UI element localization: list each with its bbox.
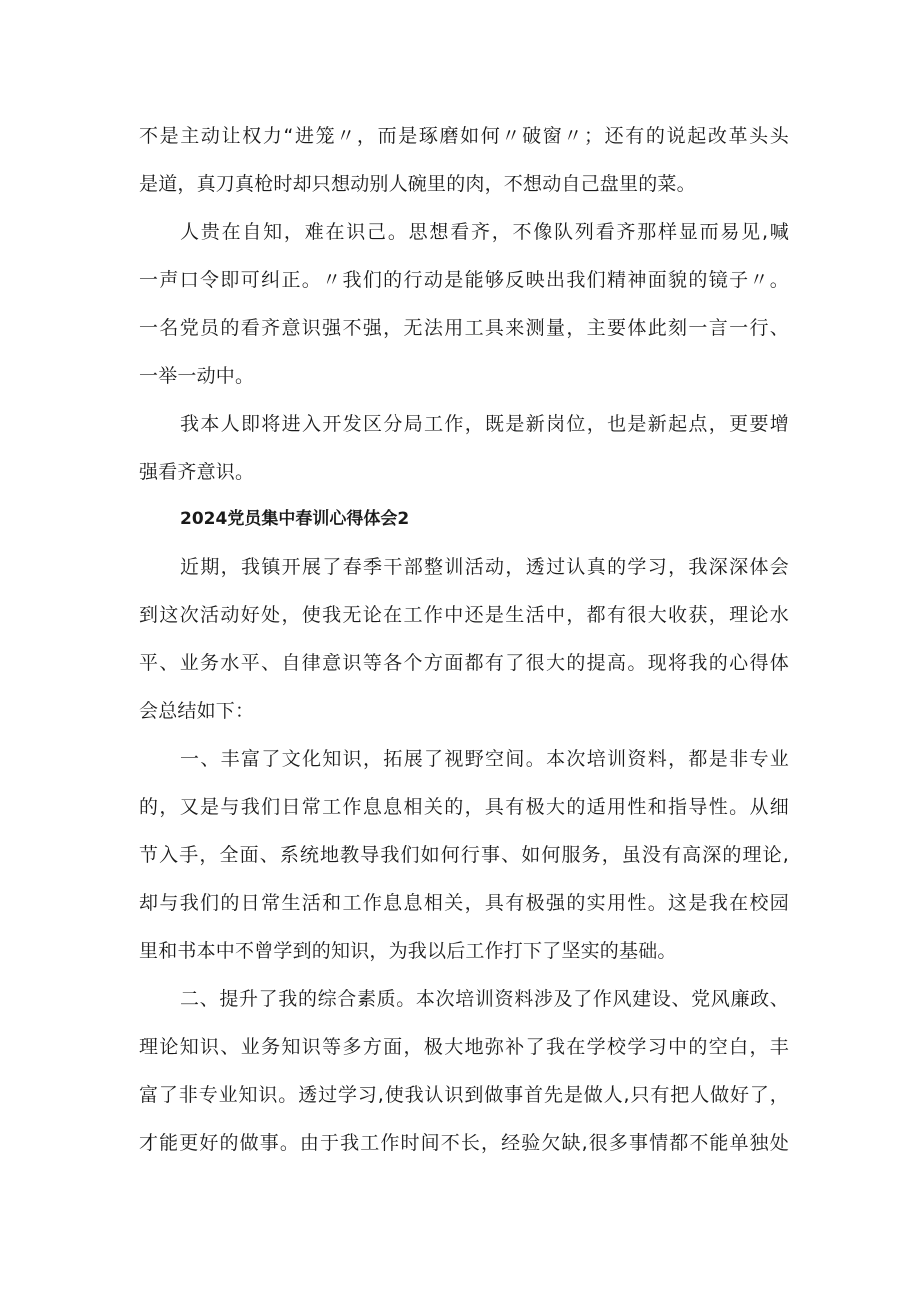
paragraph-line: 二、提升了我的综合素质。本次培训资料涉及了作风建设、党风廉政、	[180, 988, 789, 1010]
paragraph-line: 近期，我镇开展了春季干部整训活动，透过认真的学习，我深深体会	[180, 556, 789, 578]
paragraph-line: 一、丰富了文化知识，拓展了视野空间。本次培训资料，都是非专业	[180, 748, 789, 770]
paragraph-line: 我本人即将进入开发区分局工作，既是新岗位，也是新起点，更要增	[180, 413, 789, 435]
paragraph	[139, 975, 789, 1167]
paragraph-continued	[139, 112, 789, 208]
paragraph	[139, 735, 789, 975]
paragraph-line: 却与我们的日常生活和工作息息相关，具有极强的实用性。这是我在校园	[139, 892, 789, 914]
paragraph-line: 一举一动中。	[139, 365, 255, 387]
paragraph	[139, 543, 789, 735]
paragraph-line: 人贵在自知，难在识己。思想看齐，不像队列看齐那样显而易见,喊	[180, 221, 789, 243]
paragraph	[139, 400, 789, 496]
paragraph-line: 的，又是与我们日常工作息息相关的，具有极大的适用性和指导性。从细	[139, 796, 789, 818]
paragraph-line: 强看齐意识。	[139, 461, 255, 483]
document-body	[139, 112, 789, 1167]
paragraph-line: 平、业务水平、自律意识等各个方面都有了很大的提高。现将我的心得体	[139, 652, 789, 674]
paragraph	[139, 208, 789, 400]
paragraph-line: 会总结如下：	[139, 700, 255, 722]
section-heading: 2024党员集中春训心得体会2	[180, 509, 410, 529]
paragraph-line: 不是主动让权力“进笼〃，而是琢磨如何〃破窗〃；还有的说起改革头头	[139, 125, 789, 147]
paragraph-line: 里和书本中不曾学到的知识，为我以后工作打下了坚实的基础。	[139, 940, 677, 962]
paragraph-line: 富了非专业知识。透过学习,使我认识到做事首先是做人,只有把人做好了，	[139, 1084, 789, 1106]
paragraph-line: 节入手，全面、系统地教导我们如何行事、如何服务，虽没有高深的理论,	[139, 844, 789, 866]
paragraph-line: 一声口令即可纠正。〃我们的行动是能够反映出我们精神面貌的镜子〃。	[139, 269, 789, 291]
paragraph-line: 理论知识、业务知识等多方面，极大地弥补了我在学校学习中的空白，丰	[139, 1036, 789, 1058]
paragraph-line: 到这次活动好处，使我无论在工作中还是生活中，都有很大收获，理论水	[139, 604, 789, 626]
paragraph-line: 一名党员的看齐意识强不强，无法用工具来测量，主要体此刻一言一行、	[139, 317, 789, 339]
paragraph-line: 是道，真刀真枪时却只想动别人碗里的肉，不想动自己盘里的菜。	[139, 173, 696, 195]
paragraph-line: 才能更好的做事。由于我工作时间不长，经验欠缺,很多事情都不能单独处	[139, 1132, 789, 1154]
